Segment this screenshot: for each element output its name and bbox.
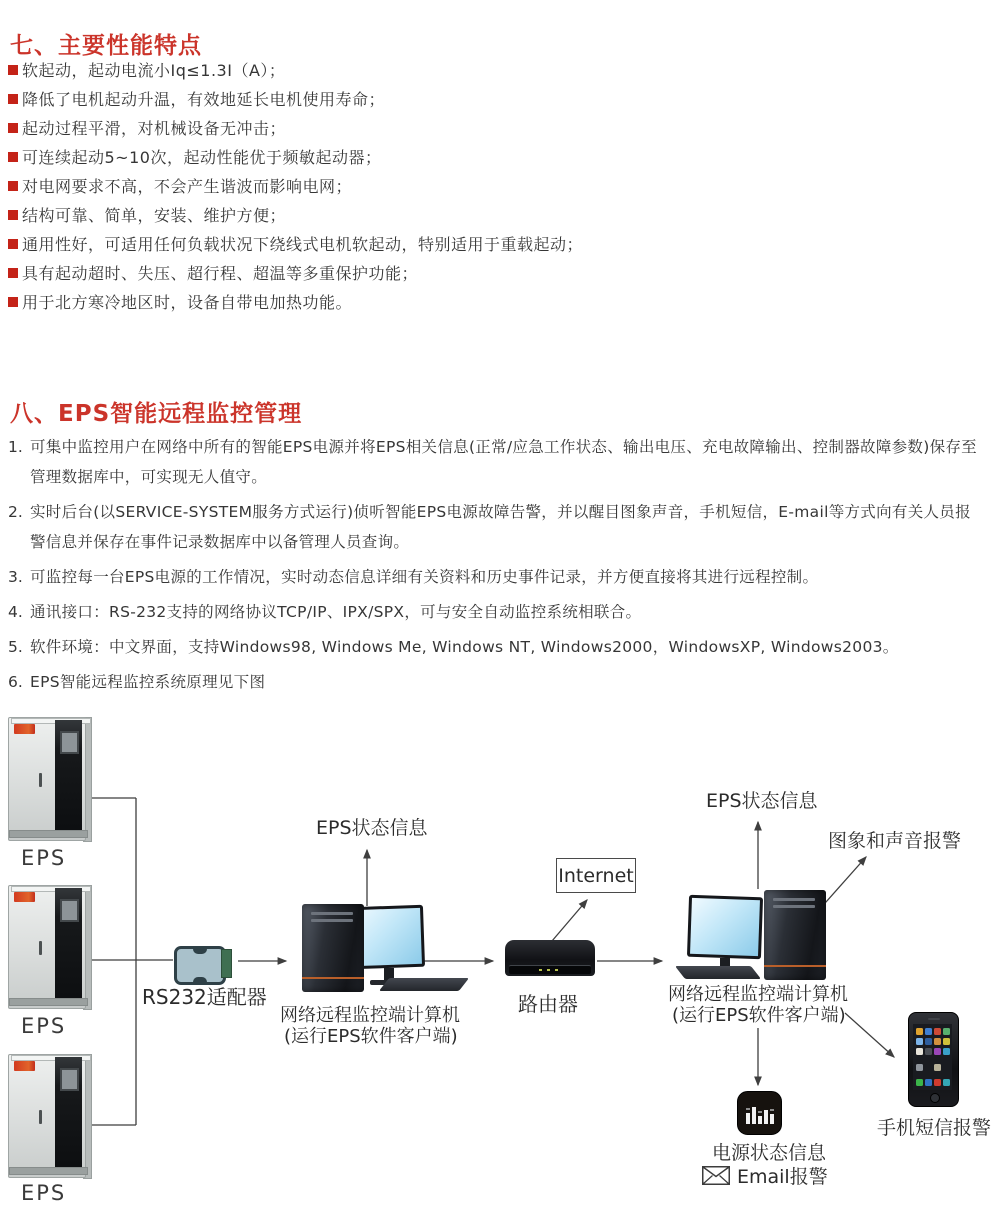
eps-status-label-1: EPS状态信息 [316, 817, 428, 839]
sms-alarm-label: 手机短信报警 [877, 1117, 992, 1139]
rs232-adapter [174, 944, 232, 981]
red-square-bullet-icon [8, 123, 18, 133]
tower-stripe [302, 977, 364, 979]
keyboard [675, 966, 761, 979]
cabinet-display [60, 731, 79, 754]
phone-speaker [928, 1018, 940, 1020]
adapter-body [174, 946, 226, 985]
tower-stripe [764, 965, 826, 967]
item-text: 可集中监控用户在网络中所有的智能EPS电源并将EPS相关信息(正常/应急工作状态、输出电压、充电故障输出、控制器故障参数)保存至管理数据库中，可实现无人值守。 [30, 438, 977, 486]
drive-bay [773, 898, 815, 901]
list-item [8, 89, 992, 118]
list-item [8, 292, 992, 321]
monitor-screen [690, 898, 760, 956]
red-square-bullet-icon [8, 268, 18, 278]
red-square-bullet-icon [8, 239, 18, 249]
router-body [505, 940, 595, 976]
cabinet-base [9, 998, 88, 1006]
list-item [8, 263, 992, 292]
item-text: EPS智能远程监控系统原理见下图 [30, 673, 266, 691]
phone-home-button [930, 1093, 940, 1103]
eps-cabinet-3-label: EPS [21, 1181, 67, 1205]
monitor [687, 895, 763, 960]
cabinet-handle [39, 1110, 42, 1124]
list-item [8, 60, 992, 89]
feature-text: 对电网要求不高，不会产生谐波而影响电网； [22, 177, 353, 196]
section7-feature-list [8, 60, 992, 321]
envelope-icon [702, 1166, 730, 1185]
keyboard [379, 978, 469, 991]
phone-screen [913, 1024, 952, 1090]
cabinet-display [60, 1068, 79, 1091]
computer-1-label-line1: 网络远程监控端计算机 [280, 1005, 460, 1026]
section8-title: 八、EPS智能远程监控管理 [10, 401, 303, 428]
red-square-bullet-icon [8, 65, 18, 75]
router-led [539, 969, 542, 971]
brand-logo-icon [14, 724, 35, 734]
list-item [8, 562, 980, 592]
cabinet-body [8, 885, 86, 1009]
router [505, 940, 595, 982]
red-square-bullet-icon [8, 181, 18, 191]
email-alarm-row [702, 1162, 828, 1189]
item-number: 1. [8, 438, 23, 456]
computer-tower [302, 904, 364, 992]
drive-bay [773, 905, 815, 908]
feature-text: 降低了电机起动升温，有效地延长电机使用寿命； [22, 90, 386, 109]
list-item [8, 432, 980, 492]
item-text: 可监控每一台EPS电源的工作情况，实时动态信息详细有关资料和历史事件记录，并方便直接将其进行远程控制。 [30, 568, 819, 586]
list-item [8, 632, 980, 662]
list-item [8, 118, 992, 147]
list-item [8, 597, 980, 627]
item-text: 通讯接口：RS-232支持的网络协议TCP/IP、IPX/SPX，可与安全自动监控系统相联合。 [30, 603, 642, 621]
feature-text: 通用性好，可适用任何负载状况下绕线式电机软起动，特别适用于重载起动； [22, 235, 584, 254]
list-item [8, 497, 980, 557]
feature-text: 起动过程平滑，对机械设备无冲击； [22, 119, 287, 138]
eps-cabinet-1 [8, 714, 92, 846]
adapter-notch [193, 948, 207, 954]
section7-title: 七、主要性能特点 [10, 33, 202, 60]
feature-text: 软起动，起动电流小Iq≤1.3I（A）； [22, 61, 286, 80]
power-status-app-icon [737, 1091, 782, 1139]
rs232-adapter-label: RS232适配器 [142, 985, 267, 1009]
feature-text: 可连续起动5~10次，起动性能优于频敏起动器； [22, 148, 382, 167]
adapter-green-connector [221, 949, 232, 978]
cabinet-body [8, 717, 86, 841]
feature-text: 用于北方寒冷地区时，设备自带电加热功能。 [22, 293, 353, 312]
list-item [8, 176, 992, 205]
list-item [8, 234, 992, 263]
computer-1-label-line2: (运行EPS软件客户端) [284, 1026, 458, 1047]
list-item [8, 205, 992, 234]
item-number: 2. [8, 503, 23, 521]
cabinet-black-panel [55, 1057, 82, 1173]
red-square-bullet-icon [8, 94, 18, 104]
router-front-panel [509, 965, 591, 974]
drive-bay [311, 919, 353, 922]
email-alarm-label: Email报警 [737, 1166, 828, 1188]
eps-status-label-2: EPS状态信息 [706, 790, 818, 812]
red-square-bullet-icon [8, 297, 18, 307]
cabinet-handle [39, 941, 42, 955]
drive-bay [311, 912, 353, 915]
cabinet-base [9, 1167, 88, 1175]
item-number: 4. [8, 603, 23, 621]
router-led [555, 969, 558, 971]
cabinet-base [9, 830, 88, 838]
red-square-bullet-icon [8, 152, 18, 162]
router-led [547, 969, 550, 971]
feature-text: 具有起动超时、失压、超行程、超温等多重保护功能； [22, 264, 419, 283]
eps-remote-monitoring-diagram [0, 700, 1000, 1205]
section8-numbered-list [8, 432, 980, 702]
item-text: 软件环境：中文界面，支持Windows98, Windows Me, Windows NT, Windows2000，WindowsXP, Windows2003。 [30, 638, 899, 656]
eps-cabinet-1-label: EPS [21, 846, 67, 870]
eps-cabinet-2-label: EPS [21, 1014, 67, 1038]
eps-cabinet-2 [8, 882, 92, 1014]
cabinet-body [8, 1054, 86, 1178]
cabinet-display [60, 899, 79, 922]
cabinet-handle [39, 773, 42, 787]
brand-logo-icon [14, 892, 35, 902]
eps-cabinet-3 [8, 1051, 92, 1183]
feature-text: 结构可靠、简单，安装、维护方便； [22, 206, 287, 225]
power-status-label: 电源状态信息 [712, 1142, 827, 1164]
red-square-bullet-icon [8, 210, 18, 220]
monitoring-computer-2 [686, 884, 851, 988]
item-number: 5. [8, 638, 23, 656]
computer-2-label-line1: 网络远程监控端计算机 [668, 984, 848, 1005]
list-item [8, 667, 980, 697]
smartphone [908, 1012, 959, 1107]
cabinet-black-panel [55, 720, 82, 836]
computer-tower [764, 890, 826, 980]
router-label: 路由器 [518, 992, 578, 1016]
cabinet-black-panel [55, 888, 82, 1004]
image-sound-alarm-label: 图象和声音报警 [828, 830, 962, 852]
list-item [8, 147, 992, 176]
internet-box: Internet [556, 858, 636, 893]
brand-logo-icon [14, 1061, 35, 1071]
monitoring-computer-1 [292, 894, 467, 998]
item-number: 6. [8, 673, 23, 691]
item-number: 3. [8, 568, 23, 586]
computer-2-label-line2: (运行EPS软件客户端) [672, 1005, 846, 1026]
item-text: 实时后台(以SERVICE-SYSTEM服务方式运行)侦听智能EPS电源故障告警，并以醒目图象声音，手机短信，E-mail等方式向有关人员报警信息并保存在事件记录数据库中以备管理人员查询。 [30, 503, 971, 551]
